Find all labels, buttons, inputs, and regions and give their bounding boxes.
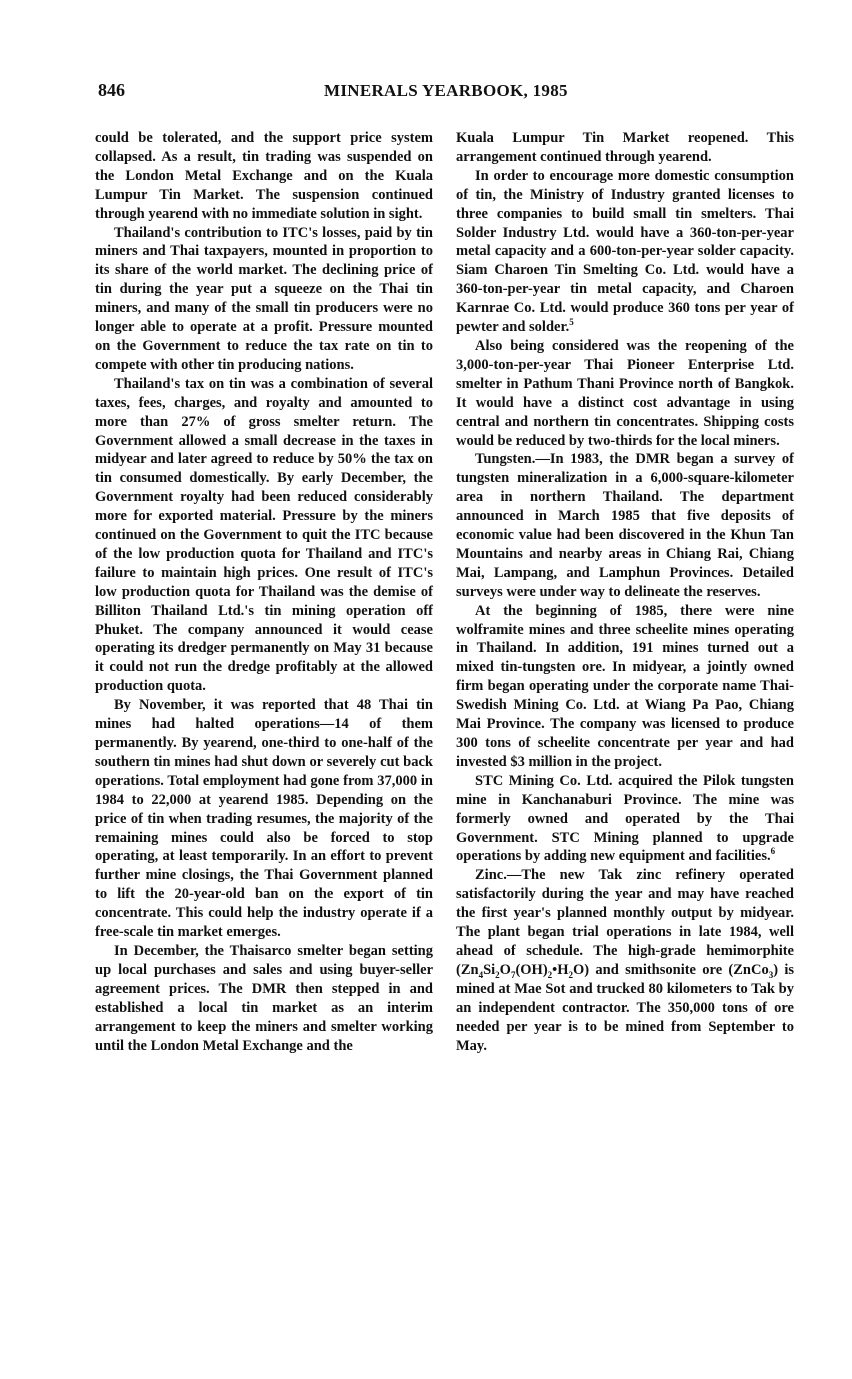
paragraph-text: In order to encourage more domestic consumption of tin, the Ministry of Industry granted licenses to three companies to build small tin smelters. Thai Solder Industry Ltd. would have a 360-ton-per-year metal capacity and a 600-ton-per-year solder capacity. Siam Charoen Tin Smelting Co. Ltd. would have a 360-ton-per-year tin metal capacity, and Charoen Karnrae Co. Ltd. would produce 360 tons per year of pewter and solder. — [456, 167, 794, 336]
paragraph — [456, 772, 794, 867]
paragraph — [456, 866, 794, 1055]
paragraph: Also being considered was the reopening of the 3,000-ton-per-year Thai Pioneer Enterprise Ltd. smelter in Pathum Thani Province north of Bangkok. It would have a distinct cost advantage in using central and northern tin concentrates. Shipping costs would be reduced by two-thirds for the local miners. — [456, 337, 794, 449]
formula-subscript: 7 — [510, 969, 516, 980]
paragraph-text: —In 1983, the DMR began a survey of tungsten mineralization in a 6,000-square-kilometer area in northern Thailand. The department announced in March 1985 that five deposits of economic value had been discovered in the Khun Tan Mountains and nearby areas in Chiang Rai, Chiang Mai, Lampang, and Lamphun Provinces. Detailed surveys were under way to delineate the reserves. — [456, 451, 794, 600]
left-column — [95, 129, 433, 1055]
formula-subscript: 3 — [768, 969, 774, 980]
page-header — [98, 80, 794, 106]
formula-text: Si — [483, 961, 496, 978]
paragraph — [456, 450, 794, 601]
formula-subscript: 4 — [478, 969, 484, 980]
paragraph: In December, the Thaisarco smelter began setting up local purchases and sales and using buyer-seller agreement prices. The DMR then stepped in and established a local tin market as an interim arrangement to keep the miners and smelter working until the London Metal Exchange and the — [95, 942, 433, 1054]
formula-text: •H — [552, 961, 569, 978]
running-head: MINERALS YEARBOOK, 1985 — [324, 81, 568, 100]
paragraph: could be tolerated, and the support price system collapsed. As a result, tin trading was suspended on the London Metal Exchange and on the Kuala Lumpur Tin Market. The suspension continued through yearend with no immediate solution in sight. — [95, 130, 433, 222]
paragraph: Thailand's tax on tin was a combination of several taxes, fees, charges, and royalty and amounted to more than 27% of gross smelter return. The Government allowed a small decrease in the taxes in midyear and later agreed to reduce by 50% the tax on tin consumed domestically. By early December, the Government royalty had been reduced considerably more for exported material. Pressure by the miners continued on the Government to quit the ITC because of the low production quota for Thailand and ITC's failure to maintain high prices. One result of ITC's low production quota for Thailand was the demise of Billiton Thailand Ltd.'s tin mining operation off Phuket. The company announced it would cease operating its dredger permanently on May 31 because it could not run the dredge profitably at the allowed production quota. — [95, 375, 433, 695]
paragraph: At the beginning of 1985, there were nine wolframite mines and three scheelite mines operating in Thailand. In addition, 191 mines turned out a mixed tin-tungsten ore. In midyear, a jointly owned firm began operating under the corporate name Thai-Swedish Mining Co. Ltd. at Wiang Pa Pao, Chiang Mai Province. The company was licensed to produce 300 tons of scheelite concentrate per year and had invested $3 million in the project. — [456, 602, 794, 770]
footnote-ref: 6 — [770, 846, 776, 857]
formula-text: (OH) — [515, 961, 548, 978]
section-heading-zinc: Zinc. — [475, 867, 507, 884]
section-heading-tungsten: Tungsten. — [475, 451, 536, 468]
formula-text: O — [499, 961, 511, 978]
paragraph: Thailand's contribution to ITC's losses, paid by tin miners and Thai taxpayers, mounted in proportion to its share of the world market. The declining price of tin during the year put a squeeze on the Thai tin miners, and many of the small tin producers were no longer able to operate at a profit. Pressure mounted on the Government to reduce the tax rate on tin to compete with other tin producing nations. — [95, 224, 433, 373]
footnote-ref: 5 — [569, 317, 574, 328]
paragraph-text: STC Mining Co. Ltd. acquired the Pilok tungsten mine in Kanchanaburi Province. The mine was formerly owned and operated by the Thai Government. STC Mining planned to upgrade operations by adding new equipment and facilities. — [456, 772, 794, 865]
paragraph-text: O) and smithsonite ore (ZnCo — [573, 961, 769, 978]
paragraph — [456, 167, 794, 337]
paragraph: By November, it was reported that 48 Thai tin mines had halted operations—14 of them permanently. By yearend, one-third to one-half of the southern tin mines had shut down or severely cut back operations. Total employment had gone from 37,000 in 1984 to 22,000 at yearend 1985. Depending on the price of tin when trading resumes, the majority of the remaining mines could also be forced to stop operating, at least temporarily. In an effort to prevent further mine closings, the Thai Government planned to lift the 20-year-old ban on the export of tin concentrate. This could help the industry operate if a free-scale tin market emerges. — [95, 697, 433, 941]
formula-subscript: 2 — [568, 969, 574, 980]
paragraph-text: —The new Tak zinc refinery operated satisfactorily during the year and may have reached the first year's planned monthly output by midyear. The plant began trial operations in late 1984, well ahead of schedule. The high-grade hemimorphite (Zn — [456, 867, 794, 978]
paragraph: Kuala Lumpur Tin Market reopened. This arrangement continued through yearend. — [456, 130, 794, 165]
formula-subscript: 2 — [495, 969, 500, 980]
paragraph-text: ) is mined at Mae Sot and trucked 80 kilometers to Tak by an independent contractor. The 350,000 tons of ore needed per year is to be mined from September to May. — [456, 961, 795, 1054]
formula-subscript: 2 — [547, 969, 553, 980]
right-column — [456, 129, 794, 1055]
page-number: 846 — [98, 80, 125, 100]
